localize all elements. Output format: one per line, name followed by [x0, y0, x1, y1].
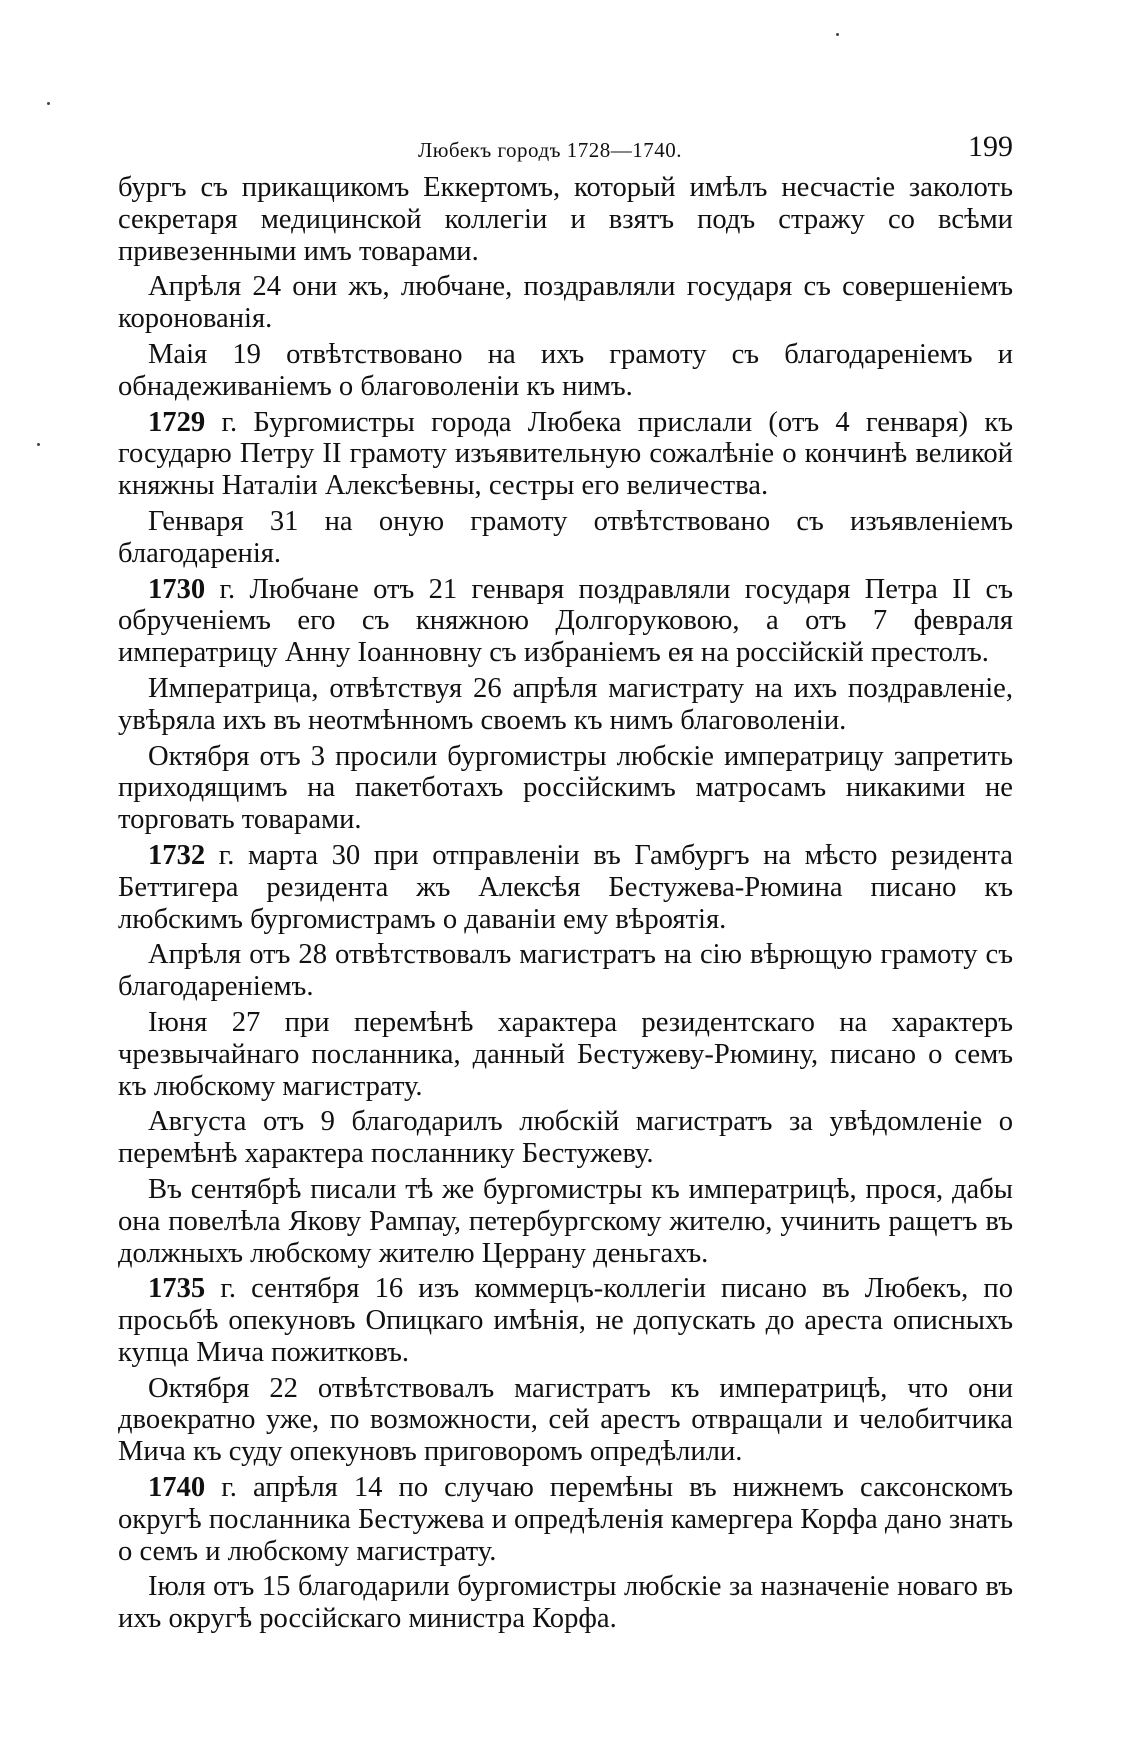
paragraph — [118, 939, 1013, 1003]
paragraph — [118, 407, 1013, 502]
paragraph-text: Октября 22 отвѣтствовалъ магистратъ къ императрицѣ, что они двоекратно уже, по возможности, сей арестъ отвращали и челобитчика Мича къ суду опекуновъ приговоромъ опредѣлили. — [118, 1372, 1013, 1468]
year-marker: 1740 — [148, 1472, 206, 1504]
year-marker: 1729 — [148, 406, 206, 438]
paragraph-text: г. Бургомистры города Любека прислали (отъ 4 генваря) къ государю Петру II грамоту изъявительную сожалѣніе о кончинѣ великой княжны Наталіи Алексѣевны, сестры его величества. — [118, 406, 1013, 502]
paragraph-text: г. сентября 16 изъ коммерцъ-коллегіи писано въ Любекъ, по просьбѣ опекуновъ Опицкаго имѣнія, не допускать до ареста описныхъ купца Мича пожитковъ. — [118, 1273, 1013, 1368]
running-title: Любекъ городъ 1728—1740. — [418, 138, 682, 162]
paragraph — [118, 574, 1013, 669]
paragraph-text: Маія 19 отвѣтствовано на ихъ грамоту съ благодареніемъ и обнадеживаніемъ о благоволеніи къ нимъ. — [118, 338, 1013, 402]
paragraph — [118, 1472, 1013, 1567]
paragraph-text: Іюля отъ 15 благодарили бургомистры любскіе за назначеніе новаго въ ихъ округѣ россійскаго министра Корфа. — [118, 1571, 1013, 1635]
paragraph — [118, 840, 1013, 935]
paragraph — [118, 1571, 1013, 1635]
paragraph — [118, 1273, 1013, 1368]
paragraph-text: г. марта 30 при отправленіи въ Гамбургъ на мѣсто резидента Беттигера резидента жъ Алексѣя Бестужева-Рюмина писано къ любскимъ бургомистрамъ о даваніи ему вѣроятія. — [118, 839, 1013, 935]
page-number: 199 — [968, 130, 1013, 163]
paragraph — [118, 1106, 1013, 1170]
paragraph — [118, 1007, 1013, 1102]
paragraph — [118, 1373, 1013, 1468]
paragraph-text: г. Любчане отъ 21 генваря поздравляли государя Петра II съ обрученіемъ его съ княжною Долгоруковою, а отъ 7 февраля императрицу Анну Іоанновну съ избраніемъ ея на россійскій престолъ. — [118, 573, 1013, 669]
paragraph — [118, 1174, 1013, 1269]
paragraph-text: Октября отъ 3 просили бургомистры любскіе императрицу запретить приходящимъ на пакетботахъ россійскимъ матросамъ никакими не торговать товарами. — [118, 740, 1013, 836]
paragraph-text: Іюня 27 при перемѣнѣ характера резидентскаго на характеръ чрезвычайнаго посланника, данный Бестужеву-Рюмину, писано о семъ къ любскому магистрату. — [118, 1006, 1013, 1102]
year-marker: 1735 — [148, 1273, 206, 1305]
paragraph-text: Генваря 31 на оную грамоту отвѣтствовано съ изъявленіемъ благодаренія. — [118, 505, 1013, 569]
paragraph-text: Апрѣля 24 они жъ, любчане, поздравляли государя съ совершеніемъ коронованія. — [118, 271, 1013, 335]
paragraph — [118, 172, 1013, 267]
paragraph-text: Апрѣля отъ 28 отвѣтствовалъ магистратъ на сію вѣрющую грамоту съ благодареніемъ. — [118, 939, 1013, 1003]
scan-speck — [47, 102, 50, 105]
year-marker: 1732 — [148, 839, 206, 871]
paragraph — [118, 741, 1013, 836]
body-text — [118, 172, 1013, 1639]
paragraph — [118, 506, 1013, 570]
paragraph — [118, 339, 1013, 403]
paragraph-text: г. апрѣля 14 по случаю перемѣны въ нижнемъ саксонскомъ округѣ посланника Бестужева и опредѣленія камергера Корфа дано знать о семъ и любскому магистрату. — [118, 1472, 1013, 1567]
scan-speck — [37, 443, 40, 446]
paragraph-text: Августа отъ 9 благодарилъ любскій магистратъ за увѣдомленіе о перемѣнѣ характера посланнику Бестужеву. — [118, 1106, 1013, 1170]
paragraph-text: Императрица, отвѣтствуя 26 апрѣля магистрату на ихъ поздравленіе, увѣряла ихъ въ неотмѣнномъ своемъ къ нимъ благоволеніи. — [118, 672, 1013, 736]
paragraph — [118, 673, 1013, 737]
paragraph-text: Въ сентябрѣ писали тѣ же бургомистры къ императрицѣ, прося, дабы она повелѣла Якову Рампау, петербургскому жителю, учинить ращетъ въ должныхъ любскому жителю Церрану деньгахъ. — [118, 1173, 1013, 1269]
paragraph — [118, 271, 1013, 335]
paragraph-text: бургъ съ прикащикомъ Еккертомъ, который имѣлъ несчастіе заколоть секретаря медицинской коллегіи и взятъ подъ стражу со всѣми привезенными имъ товарами. — [118, 172, 1013, 267]
scan-speck — [836, 33, 839, 36]
year-marker: 1730 — [148, 573, 206, 605]
page-header — [118, 130, 1013, 170]
